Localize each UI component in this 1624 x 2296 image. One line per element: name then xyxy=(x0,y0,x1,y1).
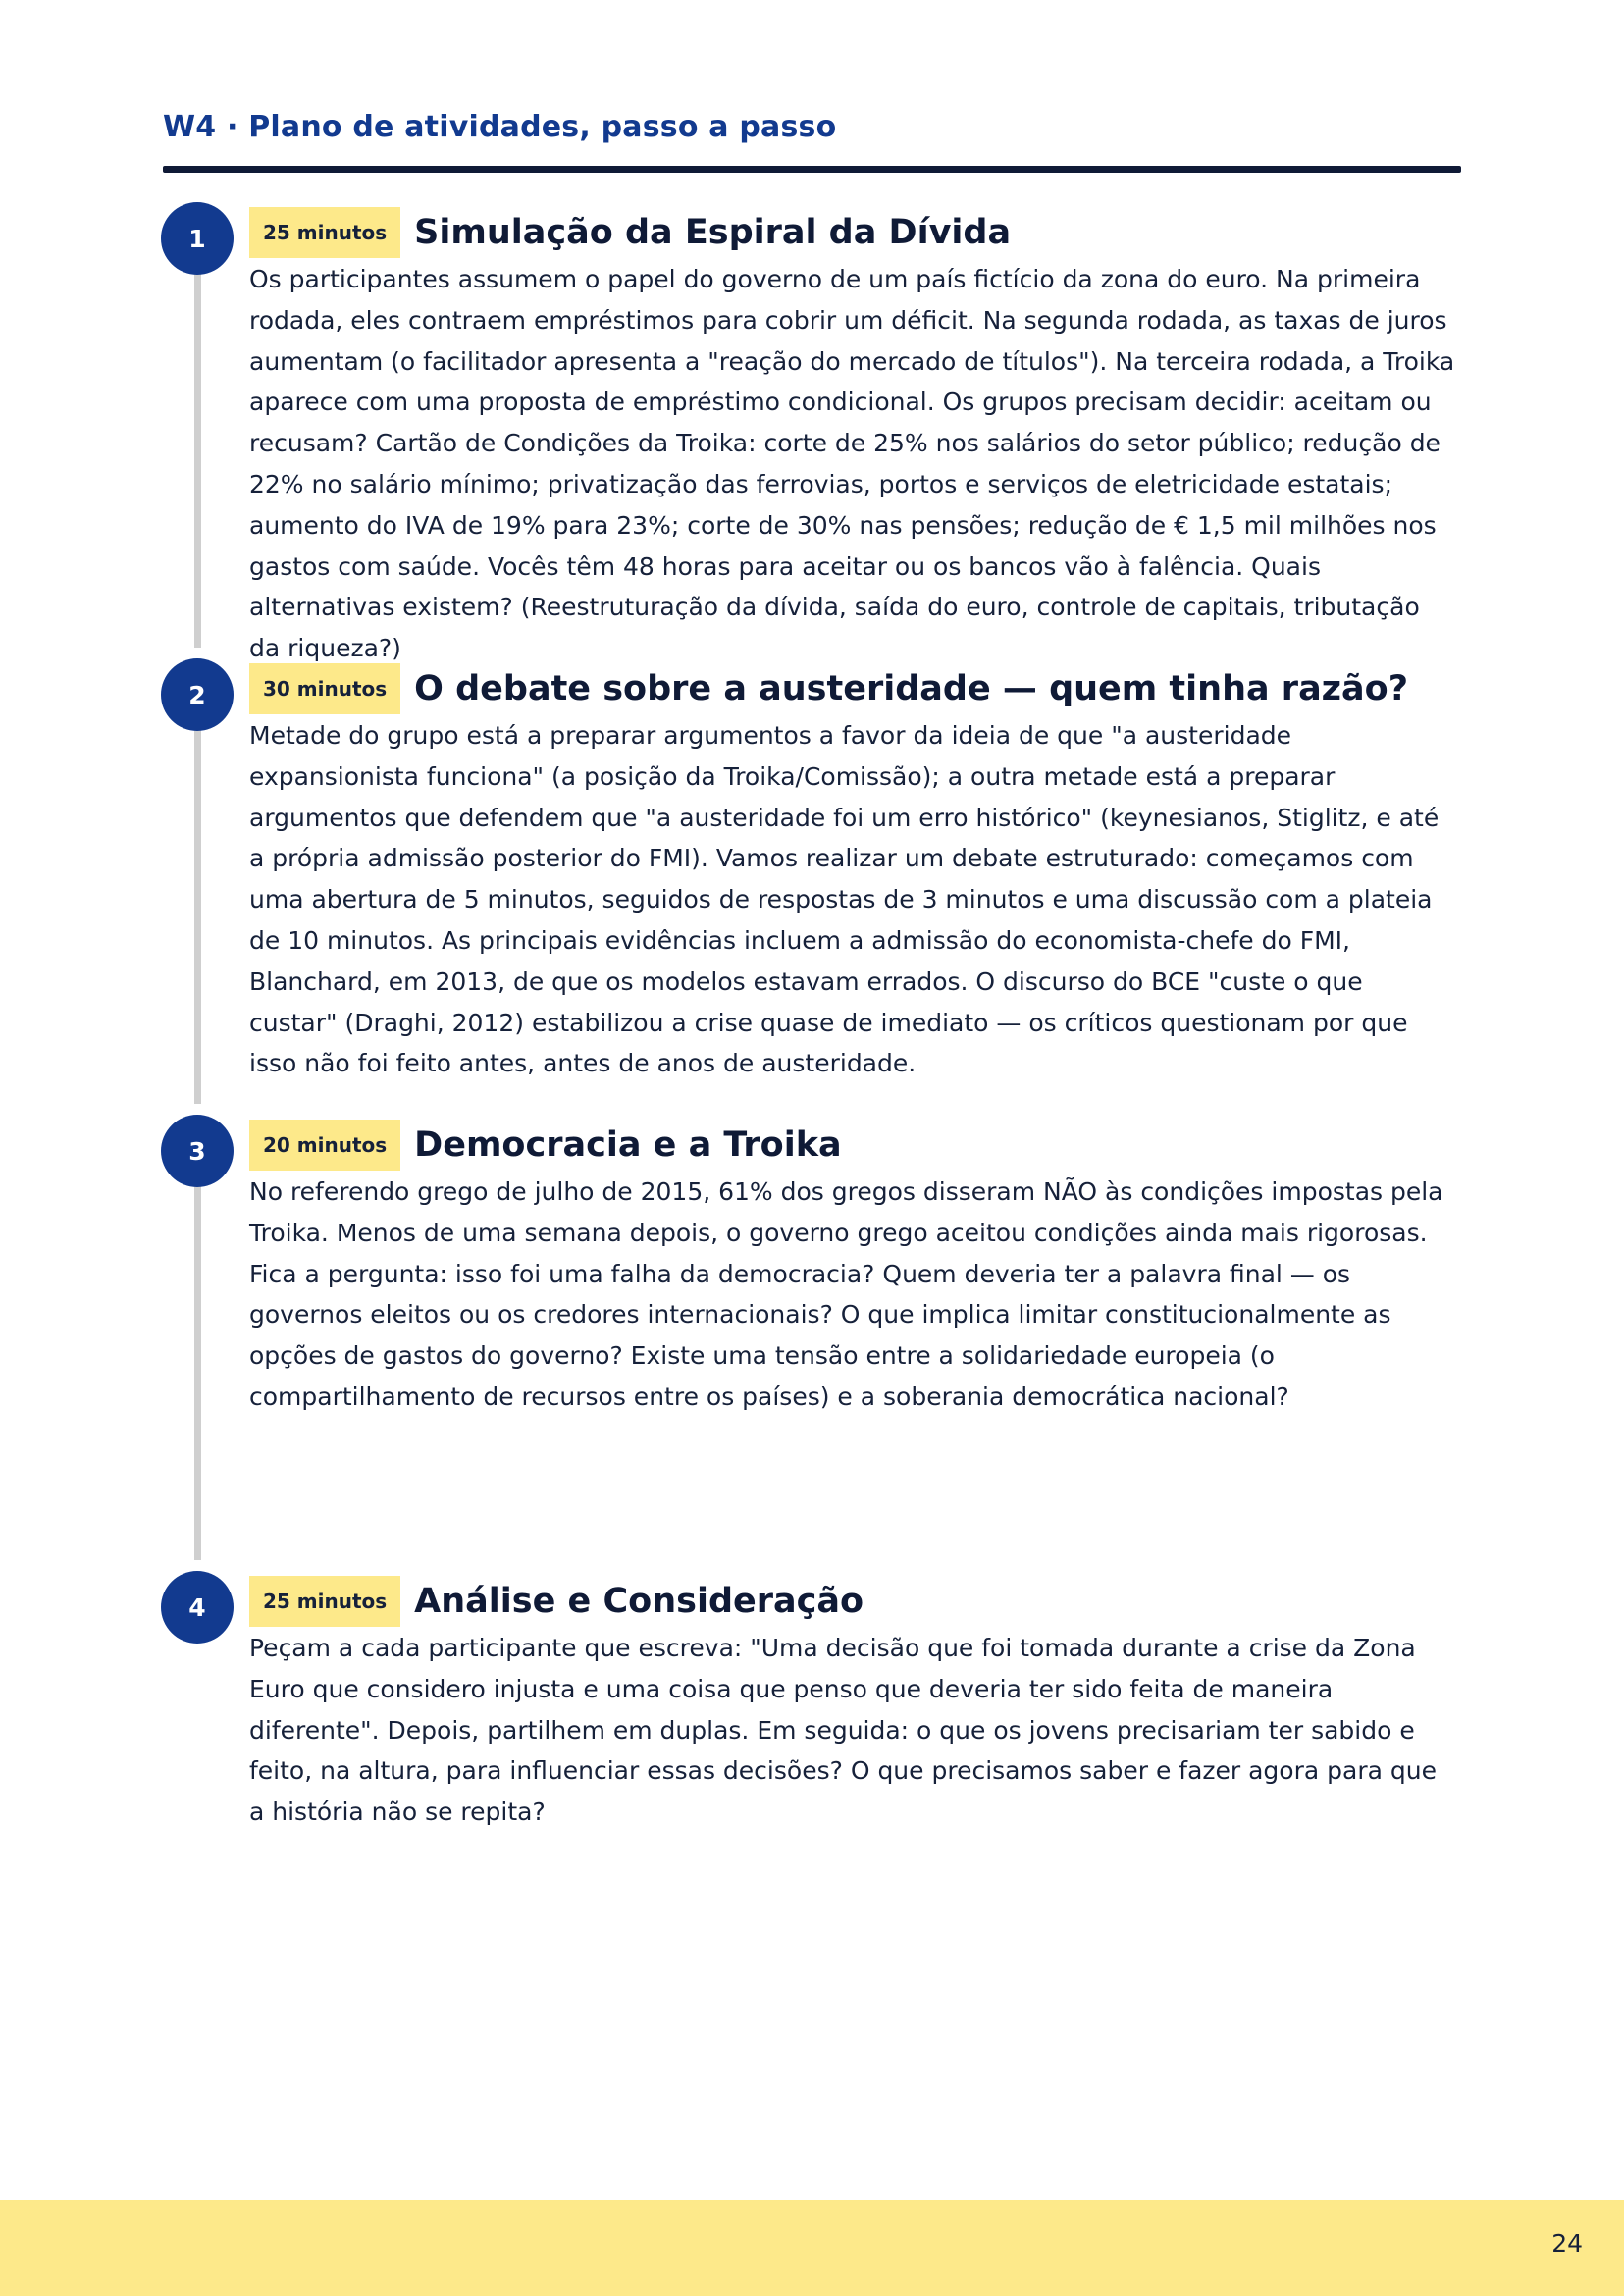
step-title: O debate sobre a austeridade — quem tinha razão? xyxy=(414,669,1409,708)
step-description: Os participantes assumem o papel do governo de um país fictício da zona do euro. Na primeira rodada, eles contraem empréstimos para cobrir um déficit. Na segunda rodada, as taxas de juros aumentam (o facilitador apresenta a "reação do mercado de títulos"). Na terceira rodada, a Troika aparece com uma proposta de empréstimo condicional. Os grupos precisam decidir: aceitam ou recusam? Cartão de Condições da Troika: corte de 25% nos salários do setor público; redução de 22% no salário mínimo; privatização das ferrovias, portos e serviços de eletricidade estatais; aumento do IVA de 19% para 23%; corte de 30% nas pensões; redução de € 1,5 mil milhões nos gastos com saúde. Vocês têm 48 horas para aceitar ou os bancos vão à falência. Quais alternativas existem? (Reestruturação da dívida, saída do euro, controle de capitais, tributação da riqueza?) xyxy=(249,265,1455,663)
step-description: Peçam a cada participante que escreva: "Uma decisão que foi tomada durante a crise da Zona Euro que considero injusta e uma coisa que penso que deveria ter sido feita de maneira diferente". Depois, partilhem em duplas. Em seguida: o que os jovens precisariam ter sabido e feito, na altura, para influenciar essas decisões? O que precisamos saber e fazer agora para que a história não se repita? xyxy=(249,1634,1437,1827)
step-header xyxy=(249,1119,842,1172)
duration-badge: 25 minutos xyxy=(249,1576,400,1627)
step-title: Análise e Consideração xyxy=(414,1582,864,1621)
duration-badge: 25 minutos xyxy=(249,207,400,258)
step-number-badge: 1 xyxy=(161,202,234,275)
step-header xyxy=(249,662,1408,715)
step-title: Simulação da Espiral da Dívida xyxy=(414,213,1012,252)
timeline-connector xyxy=(194,235,201,648)
page-title: W4 · Plano de atividades, passo a passo xyxy=(163,110,837,144)
step-number-badge: 2 xyxy=(161,658,234,731)
step-description: No referendo grego de julho de 2015, 61% dos gregos disseram NÃO às condições impostas pela Troika. Menos de uma semana depois, o governo grego aceitou condições ainda mais rigorosas. Fica a pergunta: isso foi uma falha da democracia? Quem deveria ter a palavra final — os governos eleitos ou os credores internacionais? O que implica limitar constitucionalmente as opções de gastos do governo? Existe uma tensão entre a solidariedade europeia (o compartilhamento de recursos entre os países) e a soberania democrática nacional? xyxy=(249,1177,1443,1411)
header-divider xyxy=(163,166,1461,173)
footer-band xyxy=(0,2200,1624,2296)
step-number-badge: 3 xyxy=(161,1115,234,1187)
timeline-connector xyxy=(194,1148,201,1560)
timeline-connector xyxy=(194,692,201,1104)
step-number-badge: 4 xyxy=(161,1571,234,1644)
page-number: 24 xyxy=(1551,2229,1583,2258)
step-header xyxy=(249,206,1011,259)
duration-badge: 30 minutos xyxy=(249,663,400,714)
step-header xyxy=(249,1575,864,1628)
duration-badge: 20 minutos xyxy=(249,1120,400,1171)
step-description: Metade do grupo está a preparar argumentos a favor da ideia de que "a austeridade expansionista funciona" (a posição da Troika/Comissão); a outra metade está a preparar argumentos que defendem que "a austeridade foi um erro histórico" (keynesianos, Stiglitz, e até a própria admissão posterior do FMI). Vamos realizar um debate estruturado: começamos com uma abertura de 5 minutos, seguidos de respostas de 3 minutos e uma discussão com a plateia de 10 minutos. As principais evidências incluem a admissão do economista-chefe do FMI, Blanchard, em 2013, de que os modelos estavam errados. O discurso do BCE "custe o que custar" (Draghi, 2012) estabilizou a crise quase de imediato — os críticos questionam por que isso não foi feito antes, antes de anos de austeridade. xyxy=(249,721,1440,1078)
step-title: Democracia e a Troika xyxy=(414,1125,842,1165)
